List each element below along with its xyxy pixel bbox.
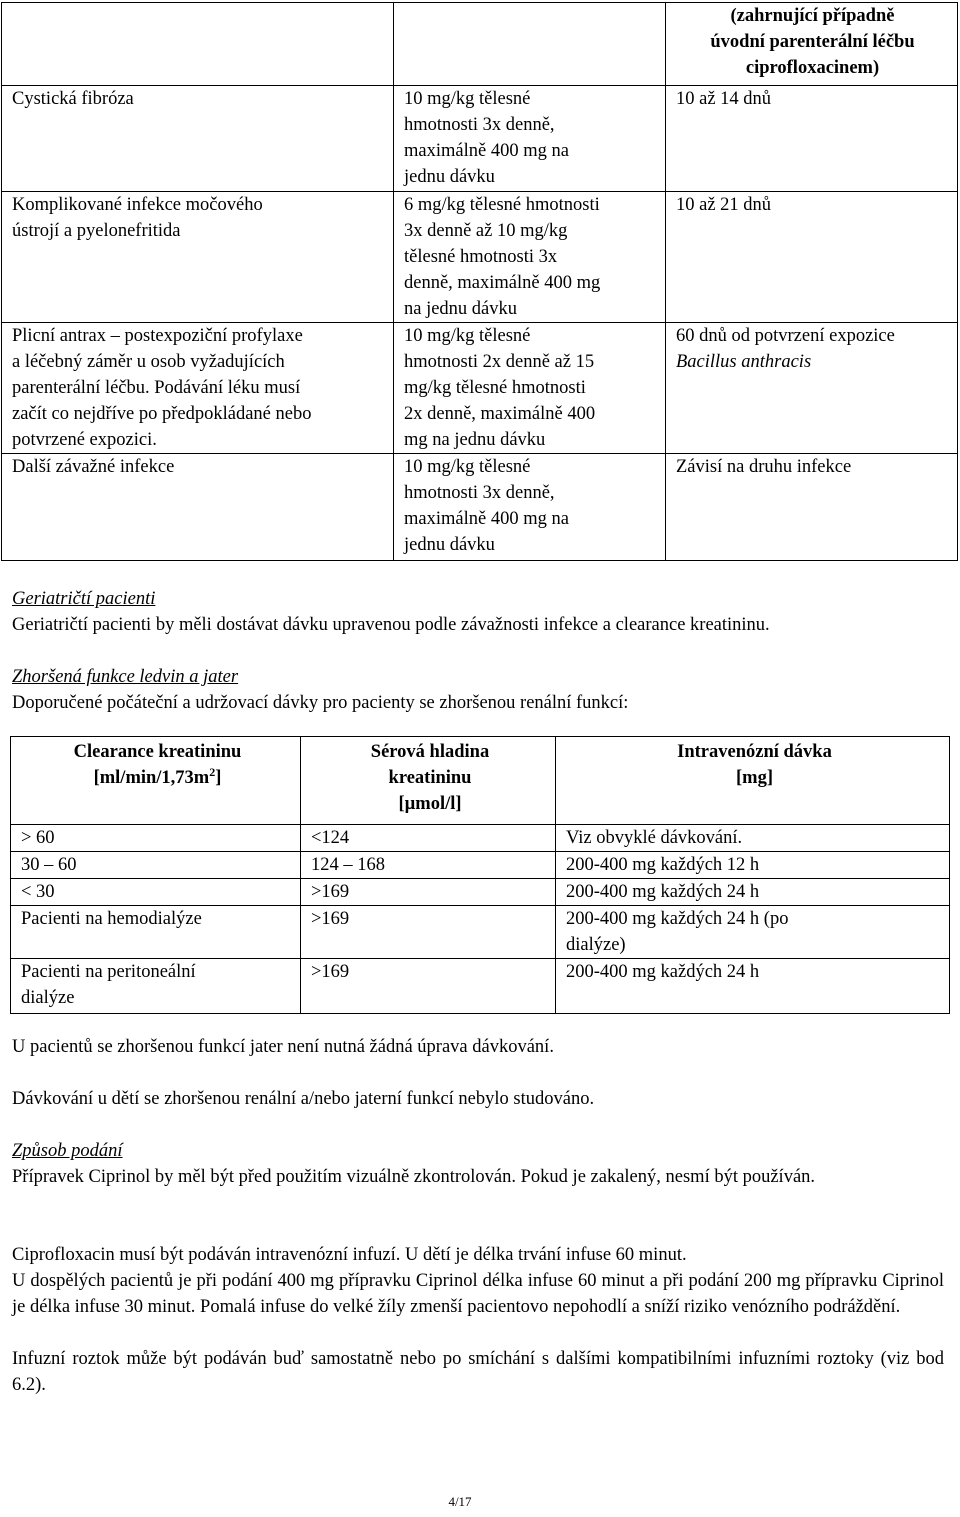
header-clearance-sup: 2 [209, 764, 216, 779]
administration-paragraph: U dospělých pacientů je při podání 400 mg přípravku Ciprinol délka infuse 60 minut a při podání 200 mg přípravku Ciprinol je délka infuse 30 minut. Pomalá infuse do velké žíly zmenší pacientovo nepohodlí a sníží riziko venózního podráždění. [12, 1271, 944, 1317]
organism-name: Bacillus anthracis [676, 352, 812, 372]
indication-cell: Další závažné infekce [2, 454, 394, 561]
indication-cell: Komplikované infekce močového ústrojí a pyelonefritida [2, 192, 394, 323]
duration-cell [666, 323, 958, 454]
clearance-cell: > 60 [11, 825, 301, 852]
dosage-table [1, 2, 958, 561]
serum-cell: <124 [301, 825, 556, 852]
children-note: Dávkování u dětí se zhoršenou renální a/nebo jaterní funkcí nebylo studováno. [12, 1089, 595, 1109]
renal-row [11, 959, 950, 1014]
dose-cell: 200-400 mg každých 12 h [556, 852, 950, 879]
geriatric-heading: Geriatričtí pacienti [12, 589, 156, 609]
administration-paragraph: Přípravek Ciprinol by měl být před použitím vizuálně zkontrolován. Pokud je zakalený, nesmí být používán. [12, 1167, 816, 1187]
header-cell-empty-2 [394, 3, 666, 86]
serum-cell: >169 [301, 959, 556, 1014]
header-clearance [11, 737, 301, 825]
dose-cell: 10 mg/kg tělesné hmotnosti 3x denně, maximálně 400 mg na jednu dávku [394, 454, 666, 561]
clearance-cell: Pacienti na hemodialýze [11, 906, 301, 959]
duration-cell: 10 až 14 dnů [666, 86, 958, 192]
dosage-row [2, 454, 958, 561]
administration-paragraph: Ciprofloxacin musí být podáván intravenózní infuzí. U dětí je délka trvání infuse 60 minut. [12, 1245, 687, 1265]
dosage-row [2, 86, 958, 192]
serum-cell: 124 – 168 [301, 852, 556, 879]
header-clearance-line2 [21, 765, 294, 791]
renal-row [11, 879, 950, 906]
duration-text: 60 dnů od potvrzení expozice [676, 326, 895, 346]
dose-cell: 10 mg/kg tělesné hmotnosti 3x denně, maximálně 400 mg na jednu dávku [394, 86, 666, 192]
dose-cell: 200-400 mg každých 24 h [556, 959, 950, 1014]
duration-cell: Závisí na druhu infekce [666, 454, 958, 561]
renal-row [11, 906, 950, 959]
header-cell-empty-1 [2, 3, 394, 86]
renal-table-header-row [11, 737, 950, 825]
duration-cell: 10 až 21 dnů [666, 192, 958, 323]
indication-cell: Plicní antrax – postexpoziční profylaxe a léčebný záměr u osob vyžadujících parenterální léčbu. Podávání léku musí začít co nejdříve po předpokládané nebo potvrzené expozici. [2, 323, 394, 454]
geriatric-text: Geriatričtí pacienti by měli dostávat dávku upravenou podle závažnosti infekce a clearance kreatininu. [12, 615, 770, 635]
renal-row [11, 825, 950, 852]
renal-heading: Zhoršená funkce ledvin a jater [12, 667, 239, 687]
dosage-row [2, 323, 958, 454]
page-number: 4/17 [448, 1494, 472, 1509]
renal-intro: Doporučené počáteční a udržovací dávky pro pacienty se zhoršenou renální funkcí: [12, 693, 629, 713]
dosage-table-header-row [2, 3, 958, 86]
clearance-cell: < 30 [11, 879, 301, 906]
header-iv-dose: Intravenózní dávka [mg] [556, 737, 950, 825]
clearance-cell: Pacienti na peritoneální dialýze [11, 959, 301, 1014]
dosage-row [2, 192, 958, 323]
renal-row [11, 852, 950, 879]
header-clearance-end: ] [215, 768, 222, 788]
renal-dosage-table [10, 736, 950, 1014]
header-clearance-line1: Clearance kreatininu [73, 742, 242, 762]
serum-cell: >169 [301, 879, 556, 906]
dose-cell: Viz obvyklé dávkování. [556, 825, 950, 852]
clearance-cell: 30 – 60 [11, 852, 301, 879]
header-clearance-unit: [ml/min/1,73m [93, 768, 210, 788]
header-duration-note: (zahrnující případně úvodní parenterální léčbu ciprofloxacinem) [666, 3, 958, 86]
dose-cell: 200-400 mg každých 24 h [556, 879, 950, 906]
administration-heading: Způsob podání [12, 1141, 123, 1161]
administration-paragraph: Infuzní roztok může být podáván buď samostatně nebo po smíchání s dalšími kompatibilními infuzními roztoky (viz bod 6.2). [12, 1349, 944, 1395]
hepatic-note: U pacientů se zhoršenou funkcí jater není nutná žádná úprava dávkování. [12, 1037, 554, 1057]
dose-cell: 6 mg/kg tělesné hmotnosti 3x denně až 10 mg/kg tělesné hmotnosti 3x denně, maximálně 400 mg na jednu dávku [394, 192, 666, 323]
indication-cell: Cystická fibróza [2, 86, 394, 192]
dose-cell: 200-400 mg každých 24 h (po dialýze) [556, 906, 950, 959]
header-serum-creatinine: Sérová hladina kreatininu [µmol/l] [301, 737, 556, 825]
serum-cell: >169 [301, 906, 556, 959]
dose-cell: 10 mg/kg tělesné hmotnosti 2x denně až 15 mg/kg tělesné hmotnosti 2x denně, maximálně 400 mg na jednu dávku [394, 323, 666, 454]
